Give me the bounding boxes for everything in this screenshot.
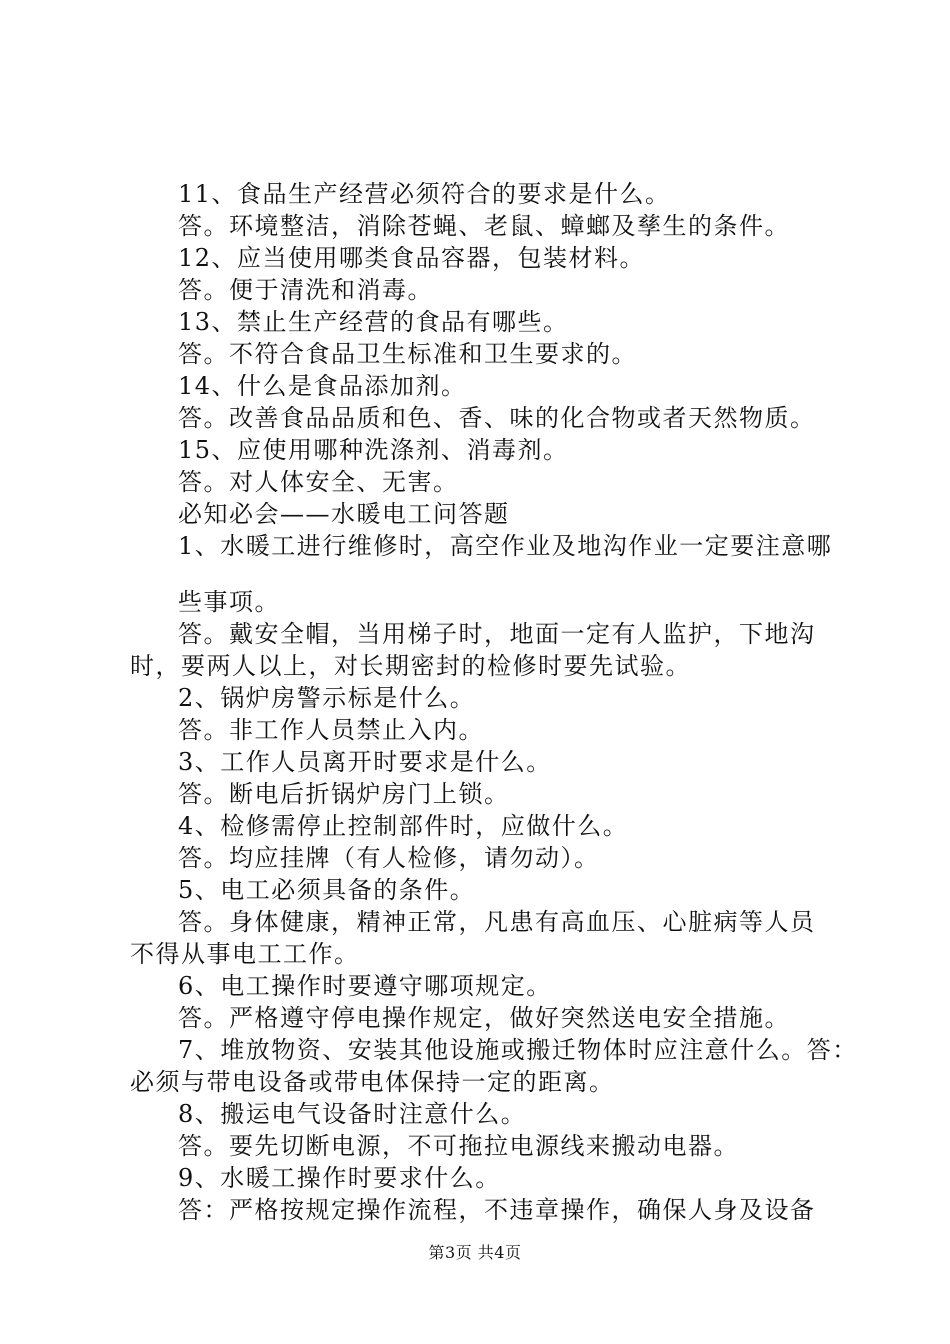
text-line: 答。不符合食品卫生标准和卫生要求的。 (178, 340, 637, 368)
text-line: 答。对人体安全、无害。 (178, 468, 459, 496)
text-line: 12、应当使用哪类食品容器，包装材料。 (178, 244, 646, 272)
text-line: 答。非工作人员禁止入内。 (178, 716, 484, 744)
text-line: 6、电工操作时要遵守哪项规定。 (178, 972, 552, 1000)
page-footer: 第3页 共4页 (428, 1243, 522, 1262)
text-line: 7、堆放物资、安装其他设施或搬迁物体时应注意什么。答： (178, 1036, 858, 1064)
text-line: 15、应使用哪种洗涤剂、消毒剂。 (178, 436, 569, 464)
text-line: 1、水暖工进行维修时，高空作业及地沟作业一定要注意哪 (178, 532, 833, 560)
text-line: 答。戴安全帽，当用梯子时，地面一定有人监护，下地沟 (178, 620, 816, 648)
text-line: 些事项。 (178, 588, 280, 616)
text-line: 11、食品生产经营必须符合的要求是什么。 (178, 180, 671, 208)
text-line: 答。便于清洗和消毒。 (178, 276, 433, 304)
section-heading: 必知必会——水暖电工问答题 (178, 500, 510, 528)
text-line: 答。严格遵守停电操作规定，做好突然送电安全措施。 (178, 1004, 790, 1032)
text-line: 2、锅炉房警示标是什么。 (178, 684, 476, 712)
text-line: 13、禁止生产经营的食品有哪些。 (178, 308, 569, 336)
text-line: 答。改善食品品质和色、香、味的化合物或者天然物质。 (178, 404, 816, 432)
text-line: 答。身体健康，精神正常，凡患有高血压、心脏病等人员 (178, 908, 816, 936)
text-line: 4、检修需停止控制部件时，应做什么。 (178, 812, 629, 840)
text-line: 必须与带电设备或带电体保持一定的距离。 (130, 1068, 615, 1096)
text-line: 9、水暖工操作时要求什么。 (178, 1164, 501, 1192)
text-line: 答：严格按规定操作流程，不违章操作，确保人身及设备 (178, 1196, 816, 1224)
text-line: 答。环境整洁，消除苍蝇、老鼠、蟑螂及孳生的条件。 (178, 212, 790, 240)
text-line: 答。断电后折锅炉房门上锁。 (178, 780, 510, 808)
text-line: 答。均应挂牌（有人检修，请勿动）。 (178, 844, 600, 872)
text-line: 14、什么是食品添加剂。 (178, 372, 467, 400)
text-line: 3、工作人员离开时要求是什么。 (178, 748, 552, 776)
text-line: 5、电工必须具备的条件。 (178, 876, 476, 904)
text-line: 不得从事电工工作。 (130, 940, 360, 968)
text-line: 8、搬运电气设备时注意什么。 (178, 1100, 527, 1128)
text-line: 答。要先切断电源，不可拖拉电源线来搬动电器。 (178, 1132, 739, 1160)
text-line: 时，要两人以上，对长期密封的检修时要先试验。 (130, 652, 691, 680)
